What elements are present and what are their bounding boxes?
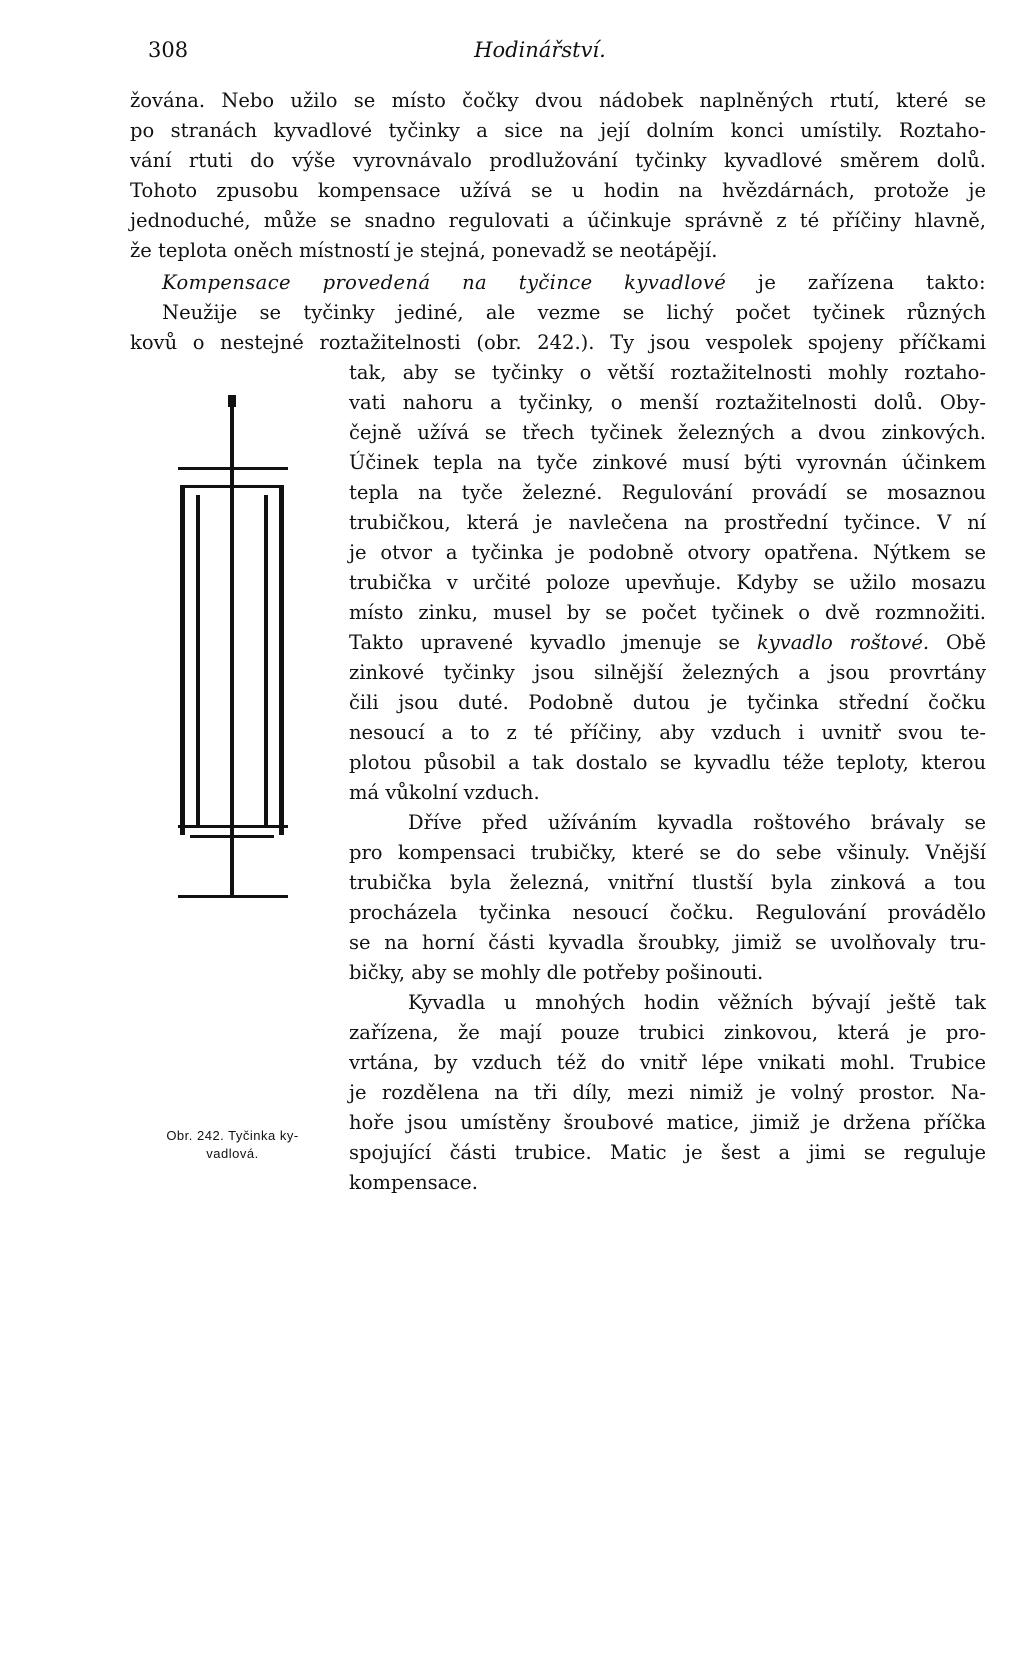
text-line: vrtána, by vzduch též do vnitř lépe vnikati mohl. Trubice	[349, 1051, 986, 1074]
text-line: je rozdělena na tři díly, mezi nimiž je volný prostor. Na-	[349, 1081, 986, 1104]
text-line	[349, 628, 986, 658]
text-line: Neužije se tyčinky jediné, ale vezme se lichý počet tyčinek různých	[162, 301, 986, 324]
text-line: Kyvadla u mnohých hodin věžních bývají ještě tak	[408, 991, 986, 1014]
text-span: je zařízena takto:	[726, 271, 986, 294]
text-line: procházela tyčinka nesoucí čočku. Regulování provádělo	[349, 901, 986, 924]
text-line: bičky, aby se mohly dle potřeby pošinouti.	[349, 961, 764, 984]
text-span: Obě	[929, 631, 986, 654]
text-line: po stranách kyvadlové tyčinky a sice na její dolním konci umístily. Roztaho-	[130, 119, 986, 142]
text-line: Tohoto zpusobu kompensace užívá se u hodin na hvězdárnách, protože je	[130, 179, 986, 202]
text-line: trubička v určité poloze upevňuje. Kdyby se užilo mosazu	[349, 571, 986, 594]
caption-line: Obr. 242. Tyčinka ky-	[166, 1128, 299, 1143]
text-line: žována. Nebo užilo se místo čočky dvou nádobek naplněných rtutí, které se	[130, 89, 986, 112]
text-line: tak, aby se tyčinky o větší roztažitelnosti mohly roztaho-	[349, 361, 986, 384]
text-line: kompensace.	[349, 1171, 478, 1194]
text-line: jednoduché, může se snadno regulovati a účinkuje správně z té příčiny hlavně,	[130, 209, 986, 232]
text-span: Takto upravené kyvadlo jmenuje se	[349, 631, 757, 654]
text-line: čejně užívá se třech tyčinek železných a dvou zinkových.	[349, 421, 986, 444]
running-header	[140, 38, 940, 68]
text-line: tepla na tyče železné. Regulování provádí se mosaznou	[349, 481, 986, 504]
text-line	[162, 268, 986, 298]
text-line: trubičkou, která je navlečena na prostřední tyčince. V ní	[349, 511, 986, 534]
text-line: Účinek tepla na tyče zinkové musí býti vyrovnán účinkem	[349, 451, 986, 474]
text-line: kovů o nestejné roztažitelnosti (obr. 242.). Ty jsou vespolek spojeny příčkami	[130, 331, 986, 354]
text-line: čili jsou duté. Podobně dutou je tyčinka střední čočku	[349, 691, 986, 714]
figure-pendulum-rod	[160, 395, 310, 1175]
text-line: vati nahoru a tyčinky, o menší roztažitelnosti dolů. Oby-	[349, 391, 986, 414]
text-line: zinkové tyčinky jsou silnější železných a jsou provrtány	[349, 661, 986, 684]
running-title: Hodinářství.	[474, 38, 606, 62]
text-line: zařízena, že mají pouze trubici zinkovou, která je pro-	[349, 1021, 986, 1044]
text-line: pro kompensaci trubičky, které se do sebe všinuly. Vnější	[349, 841, 986, 864]
pendulum-rod-illustration	[160, 395, 310, 1115]
text-line: má vůkolní vzduch.	[349, 781, 540, 804]
text-line: spojující části trubice. Matic je šest a jimi se reguluje	[349, 1141, 986, 1164]
caption-line: vadlová.	[206, 1146, 259, 1161]
italic-term: kyvadlo roštové.	[756, 631, 930, 654]
text-line: trubička byla železná, vnitřní tlustší byla zinková a tou	[349, 871, 986, 894]
text-line: že teplota oněch místností je stejná, ponevadž se neotápějí.	[130, 239, 718, 262]
text-line: Dříve před užíváním kyvadla roštového brávaly se	[408, 811, 986, 834]
text-line: místo zinku, musel by se počet tyčinek o dvě rozmnožiti.	[349, 601, 986, 624]
text-line: vání rtuti do výše vyrovnávalo prodlužování tyčinky kyvadlové směrem dolů.	[130, 149, 986, 172]
italic-term: Kompensace provedená na tyčince kyvadlové	[162, 271, 727, 294]
text-line: plotou působil a tak dostalo se kyvadlu téže teploty, kterou	[349, 751, 986, 774]
text-line: hoře jsou umístěny šroubové matice, jimiž je držena příčka	[349, 1111, 986, 1134]
text-line: nesoucí a to z té příčiny, aby vzduch i uvnitř svou te-	[349, 721, 986, 744]
page-number: 308	[148, 38, 189, 62]
text-line: se na horní části kyvadla šroubky, jimiž se uvolňovaly tru-	[349, 931, 986, 954]
text-line: je otvor a tyčinka je podobně otvory opatřena. Nýtkem se	[349, 541, 986, 564]
figure-caption	[140, 1127, 325, 1163]
